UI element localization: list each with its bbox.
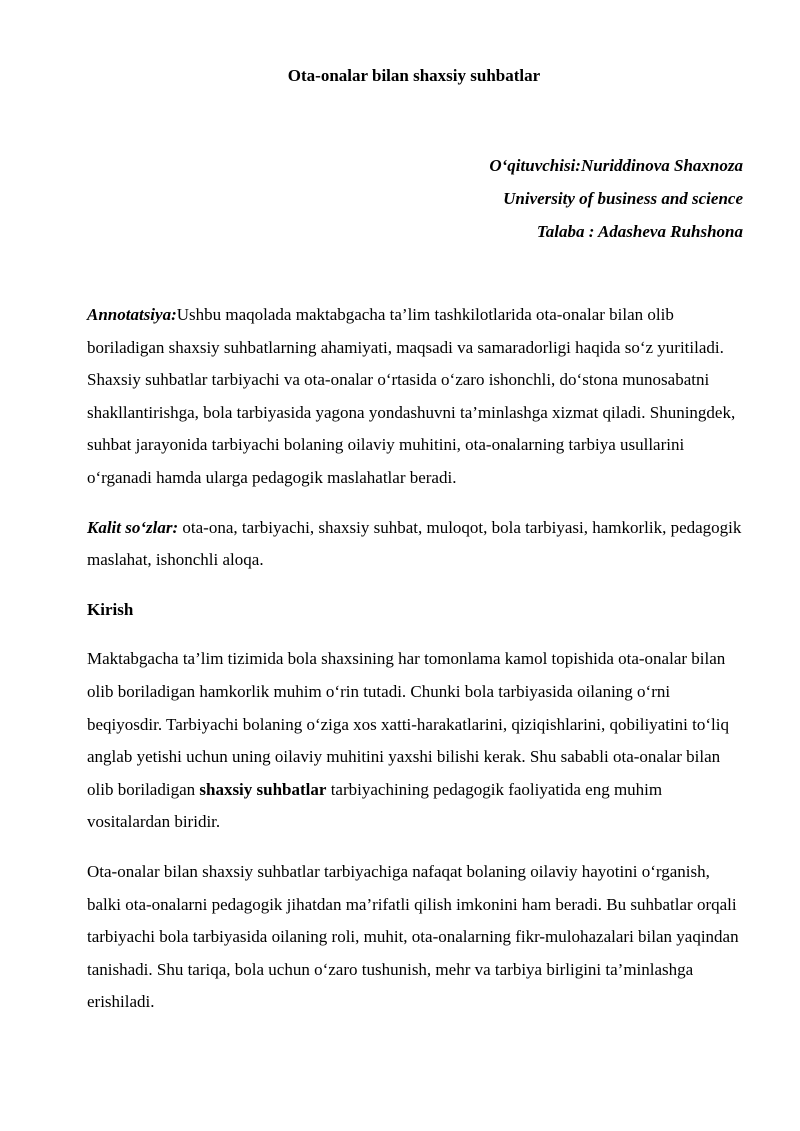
intro-heading: Kirish — [87, 599, 134, 619]
author-block — [489, 149, 743, 248]
intro-paragraph-2: Ota-onalar bilan shaxsiy suhbatlar tarbiyachiga nafaqat bolaning oilaviy hayotini o‘rganish, balki ota-onalarni pedagogik jihatdan ma’rifatli qilish imkonini ham beradi. Bu suhbatlar orqali tarbiyachi bola tarbiyasida oilaning roli, muhit, ota-onalarning fikr-mulohazalari bilan yaqindan tanishadi. Shu tariqa, bola uchun o‘zaro tushunish, mehr va tarbiya birligini ta’minlashga erishiladi. — [87, 861, 739, 1012]
teacher-line: O‘qituvchisi:Nuriddinova Shaxnoza — [489, 156, 743, 175]
university-line: University of business and science — [503, 189, 743, 208]
intro-p1-text-b: tarbiyachining pedagogik faoliyatida eng muhim vositalardan biridir. — [87, 779, 663, 832]
student-line: Talaba : Adasheva Ruhshona — [536, 222, 743, 241]
document-body — [87, 299, 747, 1019]
annotation-label: Annotatsiya: — [87, 305, 177, 324]
annotation-paragraph — [87, 299, 747, 495]
intro-paragraph-1 — [87, 643, 747, 839]
keywords-label: Kalit so‘zlar: — [87, 517, 179, 537]
document-title: Ota-onalar bilan shaxsiy suhbatlar — [287, 66, 541, 85]
intro-p1-bold-phrase: shaxsiy suhbatlar — [199, 779, 327, 799]
intro-p1-text-a: Maktabgacha ta’lim tizimida bola shaxsining har tomonlama kamol topishida ota-onalar bilan olib boriladigan hamkorlik muhim o‘rin tutadi. Chunki bola tarbiyasida oilaning o‘rni beqiyosdir. Tarbiyachi bolaning o‘ziga xos xatti-harakatlarini, qiziqishlarini, qobiliyatini to‘liq anglab yetishi uchun uning oilaviy muhitini yaxshi bilishi kerak. Shu sababli ota-onalar bilan olib boriladigan — [87, 649, 729, 799]
annotation-text: Ushbu maqolada maktabgacha ta’lim tashkilotlarida ota-onalar bilan olib boriladigan shaxsiy suhbatlarning ahamiyati, maqsadi va samaradorligi haqida so‘z yuritiladi. Shaxsiy suhbatlar tarbiyachi va ota-onalar o‘rtasida o‘zaro ishonchli, do‘stona munosabatni shakllantirishga, bola tarbiyasida yagona yondashuvni ta’minlashga xizmat qiladi. Shuningdek, suhbat jarayonida tarbiyachi bolaning oilaviy muhitini, ota-onalarning tarbiya usullarini o‘rganadi hamda ularga pedagogik maslahatlar beradi. — [87, 305, 736, 487]
keywords-text: ota-ona, tarbiyachi, shaxsiy suhbat, muloqot, bola tarbiyasi, hamkorlik, pedagogik maslahat, ishonchli aloqa. — [87, 517, 742, 570]
keywords-paragraph — [87, 512, 747, 577]
